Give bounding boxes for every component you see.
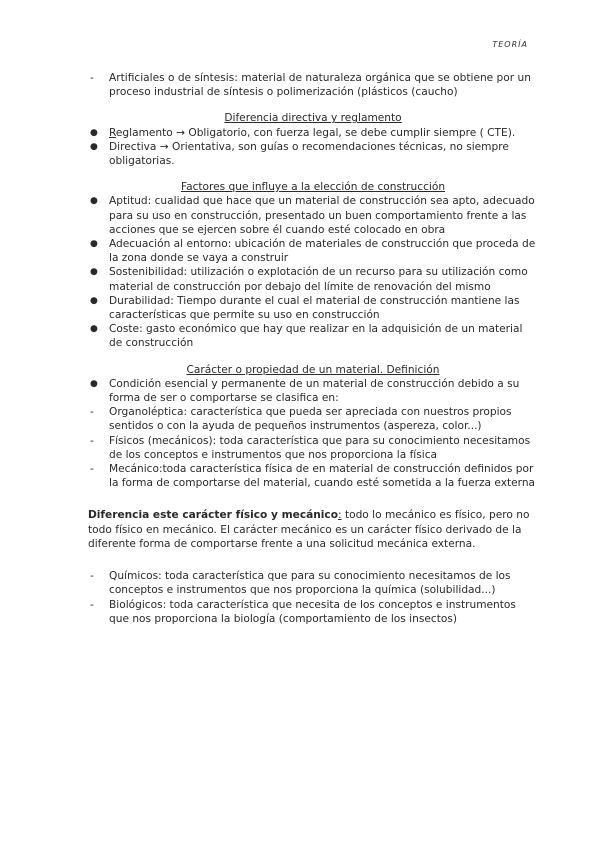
bullet-marker: ● xyxy=(90,196,98,207)
bullet-marker: ● xyxy=(90,324,98,335)
item-text: Sostenibilidad: utilización o explotación de un recurso para su utilización como material de construcción por debajo del límite de renovación del mismo xyxy=(109,266,528,293)
bullet-marker: ● xyxy=(90,267,98,278)
page-header-label: TEORÍA xyxy=(492,40,528,49)
diferencia-bold-label: Diferencia este carácter físico y mecánico xyxy=(88,509,338,522)
item-text: Aptitud: cualidad que hace que un material de construcción sea apto, adecuado para su uso en construcción, presentado un buen comportamiento frente a las acciones que se ejercen sobre él cuando esté colocado en obra xyxy=(109,195,535,236)
item-text-first-letter: R xyxy=(109,126,116,139)
list-item-organoleptica xyxy=(88,405,538,433)
list-item-adecuacion xyxy=(88,237,538,265)
bullet-marker: ● xyxy=(90,239,98,250)
list-item-directiva xyxy=(88,140,538,168)
paragraph-diferencia xyxy=(88,508,538,551)
bullet-marker: ● xyxy=(90,378,98,389)
item-text: Físicos (mecánicos): toda característica que para su conocimiento necesitamos de los conceptos e instrumentos que nos proporciona la física xyxy=(109,434,531,461)
dash-marker: - xyxy=(90,570,94,583)
list-item-durabilidad xyxy=(88,294,538,322)
dash-marker: - xyxy=(90,72,94,84)
document-body xyxy=(88,71,538,626)
list-item-aptitud xyxy=(88,194,538,237)
list-item-condicion xyxy=(88,377,538,405)
list-item-quimicos xyxy=(88,569,538,597)
diferencia-text: todo lo mecánico es físico, pero no todo físico en mecánico. El carácter mecánico es un carácter físico derivado de la diferente forma de comportarse frente a una solicitud mecánica externa. xyxy=(88,509,530,550)
dash-marker: - xyxy=(90,434,94,447)
list-item-mecanico xyxy=(88,462,538,490)
bullet-marker: ● xyxy=(90,295,98,306)
item-text: Adecuación al entorno: ubicación de materiales de construcción que proceda de la zona donde se vaya a construir xyxy=(109,238,536,265)
item-text: eglamento → Obligatorio, con fuerza legal, se debe cumplir siempre ( CTE). xyxy=(115,126,516,139)
item-text: Condición esencial y permanente de un material de construcción debido a su forma de ser o comportarse se clasifica en: xyxy=(109,377,520,405)
item-text: Químicos: toda característica que para su conocimiento necesitamos de los conceptos e instrumentos que nos proporciona la química (solubilidad...) xyxy=(109,570,511,597)
heading-directiva: Diferencia directiva y reglamento xyxy=(224,112,402,125)
dash-marker: - xyxy=(90,406,94,419)
item-text: Directiva → Orientativa, son guías o recomendaciones técnicas, no siempre obligatorias. xyxy=(109,140,509,168)
list-item-coste xyxy=(88,322,538,350)
list-item-reglamento xyxy=(88,126,538,140)
item-text: Biológicos: toda característica que necesita de los conceptos e instrumentos que nos proporciona la biología (comportamiento de los insectos) xyxy=(109,598,516,625)
list-item-biologicos xyxy=(88,598,538,626)
item-text: Artificiales o de síntesis: material de naturaleza orgánica que se obtiene por un proceso industrial de síntesis o polimerización (plásticos (caucho) xyxy=(109,72,531,99)
bullet-marker: ● xyxy=(90,141,98,152)
item-text: Coste: gasto económico que hay que realizar en la adquisición de un material de construcción xyxy=(109,323,523,350)
list-item-artificiales xyxy=(88,71,538,99)
heading-factores: Factores que influye a la elección de construcción xyxy=(180,181,446,194)
dash-marker: - xyxy=(90,463,94,476)
list-item-sostenibilidad xyxy=(88,265,538,293)
item-text: Mecánico:toda característica física de en material de construcción definidos por la forma de comportarse del material, cuando esté sometida a la fuerza externa xyxy=(109,463,536,490)
heading-caracter: Carácter o propiedad de un material. Definición xyxy=(186,363,440,376)
diferencia-colon: : xyxy=(338,509,342,522)
item-text: Durabilidad: Tiempo durante el cual el material de construcción mantiene las características que permite su uso en construcción xyxy=(109,294,520,322)
list-item-fisicos xyxy=(88,434,538,462)
bullet-marker: ● xyxy=(90,127,98,138)
item-text: Organoléptica: característica que pueda ser apreciada con nuestros propios sentidos o con la ayuda de pequeños instrumentos (aspereza, color...) xyxy=(109,406,512,433)
dash-marker: - xyxy=(90,598,94,611)
